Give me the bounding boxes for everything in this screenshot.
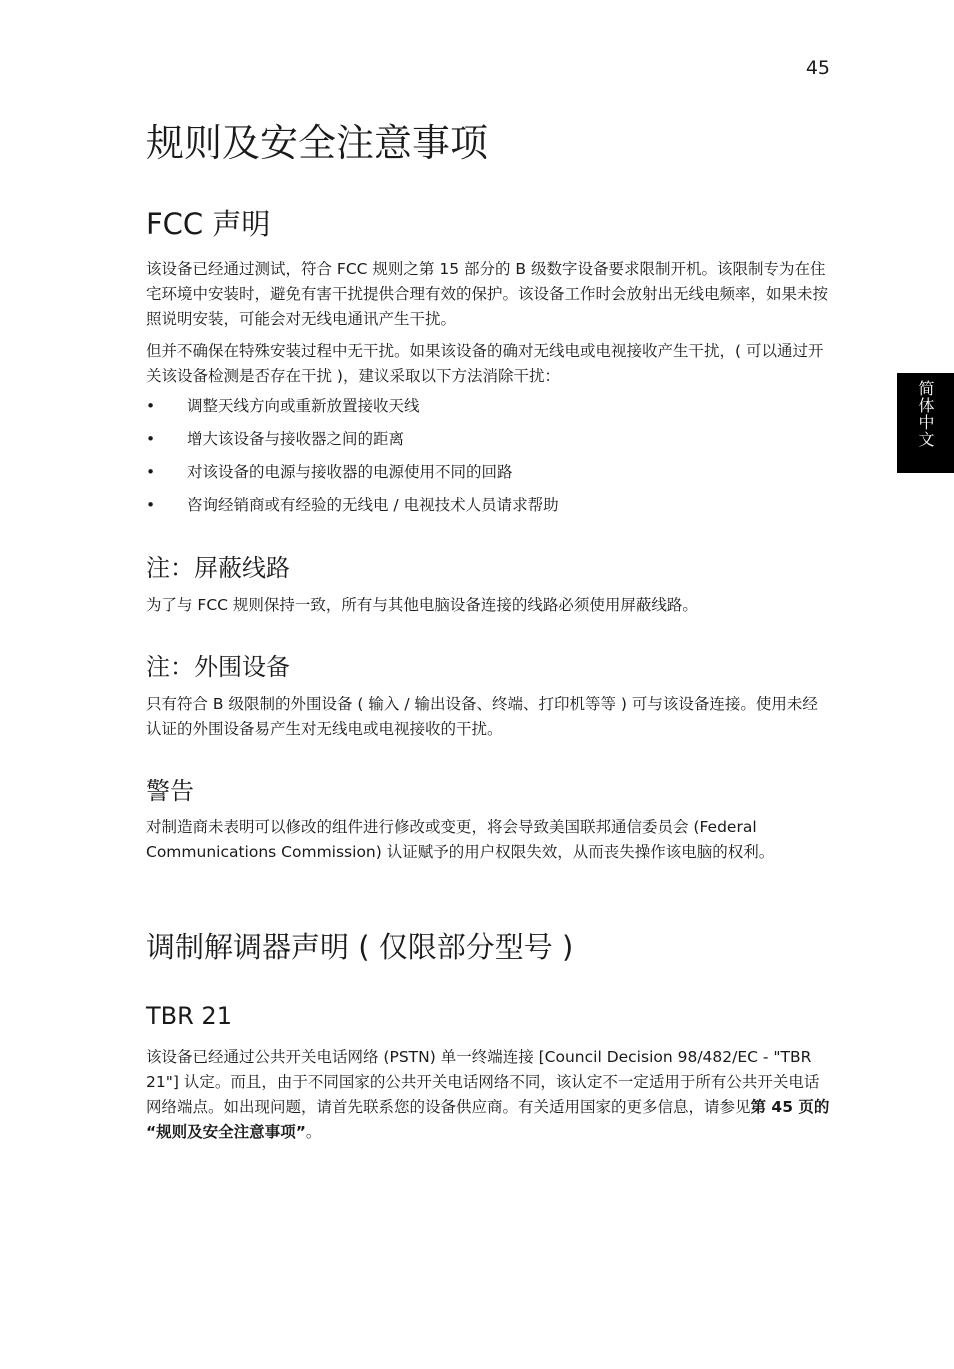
fcc-paragraph-1: 该设备已经通过测试，符合 FCC 规则之第 15 部分的 B 级数字设备要求限制开机。该限制专为在住宅环境中安装时，避免有害干扰提供合理有效的保护。该设备工作时会放射出无线电频率，如果未按照说明安装，可能会对无线电通讯产生干扰。 — [146, 260, 829, 328]
fcc-paragraph-2: 但并不确保在特殊安装过程中无干扰。如果该设备的确对无线电或电视接收产生干扰，( 可以通过开关该设备检测是否存在干扰 )，建议采取以下方法消除干扰： — [146, 342, 824, 385]
list-item-text: 调整天线方向或重新放置接收天线 — [187, 397, 420, 415]
list-item-text: 对该设备的电源与接收器的电源使用不同的回路 — [187, 463, 513, 481]
language-tab-label: 简体中文 — [916, 380, 935, 448]
tbr21-text — [146, 1045, 832, 1145]
warning-heading: 警告 — [146, 777, 194, 805]
modem-heading: 调制解调器声明 ( 仅限部分型号 ) — [146, 930, 574, 964]
interference-remedies-list — [146, 394, 832, 526]
bullet-icon: • — [146, 463, 156, 481]
page-number: 45 — [805, 57, 830, 79]
list-item — [146, 493, 832, 526]
list-item-text: 增大该设备与接收器之间的距离 — [187, 430, 405, 448]
peripheral-devices-heading: 注：外围设备 — [146, 653, 290, 681]
tbr21-text-end: 。 — [305, 1123, 322, 1141]
shielded-cables-text: 为了与 FCC 规则保持一致，所有与其他电脑设备连接的线路必须使用屏蔽线路。 — [146, 596, 698, 614]
cross-reference-link[interactable]: 第 45 页的 “规则及安全注意事项” — [146, 1098, 830, 1141]
list-item — [146, 460, 832, 493]
list-item — [146, 427, 832, 460]
tbr21-text-body: 该设备已经通过公共开关电话网络 (PSTN) 单一终端连接 [Council Decision 98/482/EC - "TBR 21"] 认定。而且，由于不同国家的公共开关电话网络不同，该认定不一定适用于所有公共开关电话网络端点。如出现问题，请首先联系您的设备供应商。有关适用国家的更多信息，请参见 — [146, 1048, 820, 1116]
warning-text: 对制造商未表明可以修改的组件进行修改或变更，将会导致美国联邦通信委员会 (Federal Communications Commission) 认证赋予的用户权限失效，从而丧失操作该电脑的权利。 — [146, 818, 775, 861]
language-tab — [897, 373, 954, 473]
page-title: 规则及安全注意事项 — [146, 121, 489, 165]
bullet-icon: • — [146, 430, 156, 448]
shielded-cables-heading: 注：屏蔽线路 — [146, 554, 290, 582]
bullet-icon: • — [146, 397, 156, 415]
list-item — [146, 394, 832, 427]
bullet-icon: • — [146, 496, 156, 514]
peripheral-devices-text: 只有符合 B 级限制的外围设备 ( 输入 / 输出设备、终端、打印机等等 ) 可与该设备连接。使用未经认证的外围设备易产生对无线电或电视接收的干扰。 — [146, 695, 818, 738]
fcc-heading: FCC 声明 — [146, 207, 271, 241]
tbr21-heading: TBR 21 — [146, 1002, 232, 1030]
list-item-text: 咨询经销商或有经验的无线电 / 电视技术人员请求帮助 — [187, 496, 559, 514]
